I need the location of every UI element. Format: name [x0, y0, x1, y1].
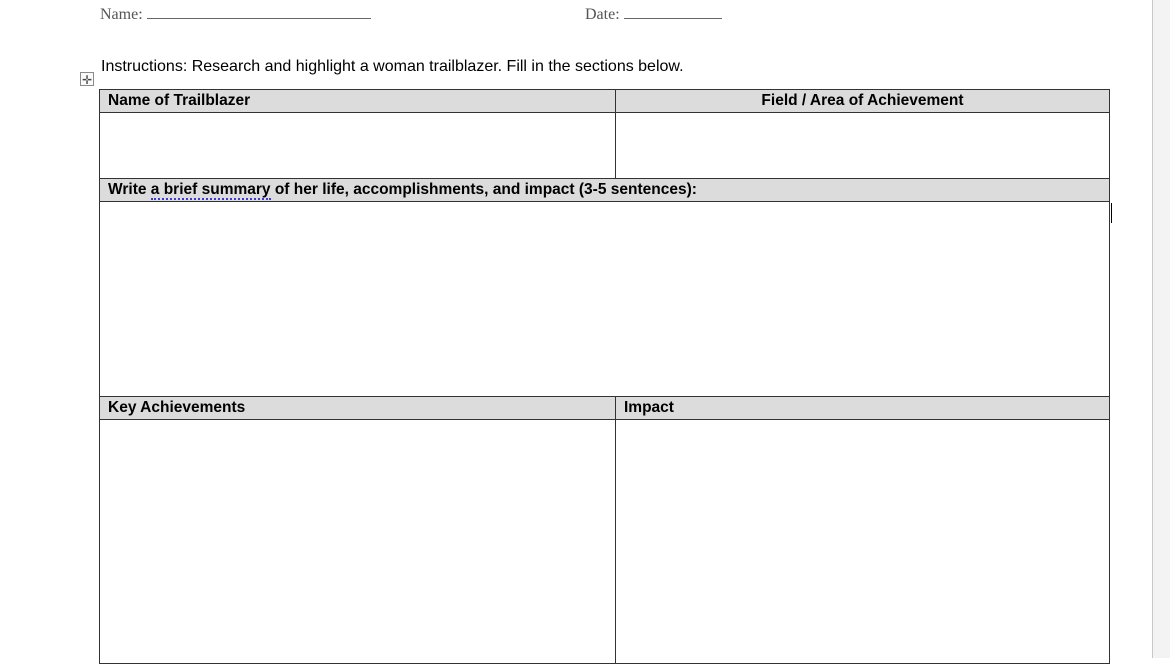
field-area-cell[interactable] — [615, 112, 1110, 179]
name-field[interactable] — [100, 4, 371, 24]
impact-header: Impact — [615, 396, 1110, 420]
name-of-trailblazer-cell[interactable] — [99, 112, 616, 179]
field-area-header: Field / Area of Achievement — [615, 89, 1110, 113]
key-achievements-header: Key Achievements — [99, 396, 616, 420]
date-label: Date: — [585, 6, 620, 23]
page-scroll-edge — [1152, 0, 1170, 658]
key-achievements-cell[interactable] — [99, 419, 616, 664]
summary-header — [99, 178, 1110, 202]
name-label: Name: — [100, 6, 143, 23]
summary-prefix: Write — [108, 181, 151, 198]
instructions-text: Instructions: Research and highlight a woman trailblazer. Fill in the sections below. — [101, 58, 684, 75]
name-blank-line[interactable] — [147, 4, 371, 19]
date-field[interactable] — [585, 4, 722, 24]
table-move-handle-icon[interactable]: ✛ — [81, 73, 93, 87]
date-blank-line[interactable] — [624, 4, 722, 19]
summary-underlined-phrase: a brief summary — [150, 181, 271, 198]
text-cursor — [1111, 203, 1112, 223]
name-of-trailblazer-header: Name of Trailblazer — [99, 89, 616, 113]
summary-cell[interactable] — [99, 201, 1110, 398]
impact-cell[interactable] — [615, 419, 1110, 664]
summary-suffix: of her life, accomplishments, and impact (3-5 sentences): — [270, 181, 697, 198]
